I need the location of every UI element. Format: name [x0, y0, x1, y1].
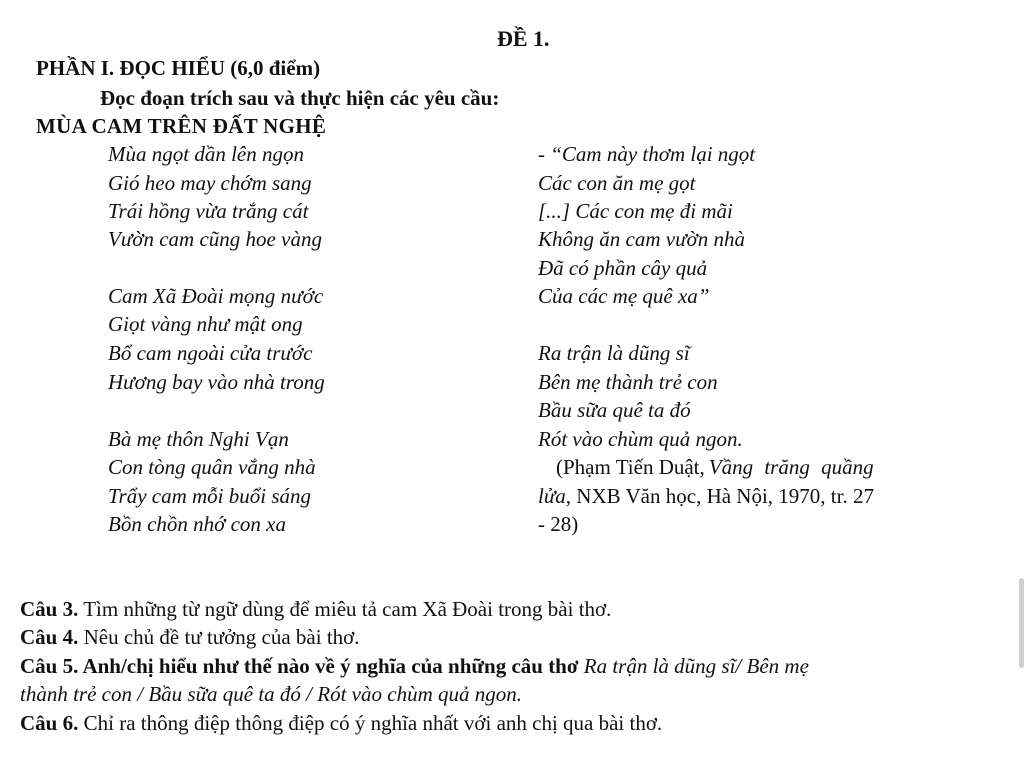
section-heading: PHẦN I. ĐỌC HIỂU (6,0 điểm): [36, 56, 321, 80]
poem-line: Cam Xã Đoài mọng nước: [108, 284, 324, 308]
poem-line: Trái hồng vừa trắng cát: [108, 199, 309, 223]
poem-title: MÙA CAM TRÊN ĐẤT NGHỆ: [36, 114, 327, 138]
poem-line: Bồn chồn nhớ con xa: [108, 512, 286, 536]
question-5: [20, 654, 809, 679]
question-3: [20, 597, 611, 622]
poem-line: [...] Các con mẹ đi mãi: [538, 199, 733, 223]
source-citation-line2: [538, 484, 874, 509]
poem-line: - “Cam này thơm lại ngọt: [538, 142, 756, 166]
poem-line: Bầu sữa quê ta đó: [538, 398, 691, 422]
poem-line: Của các mẹ quê xa”: [538, 284, 710, 308]
question-4: [20, 625, 360, 650]
question-label: Câu 6.: [20, 711, 79, 735]
question-text: Anh/chị hiểu như thế nào về ý nghĩa của những câu thơ: [78, 654, 584, 678]
poem-line: Gió heo may chớm sang: [108, 171, 312, 195]
poem-line: Trẩy cam mỗi buổi sáng: [108, 484, 312, 508]
scrollbar[interactable]: [1019, 578, 1024, 668]
poem-line: Giọt vàng như mật ong: [108, 312, 303, 336]
poem-line: Ra trận là dũng sĩ: [538, 341, 690, 365]
question-label: Câu 4.: [20, 625, 79, 649]
poem-line: Hương bay vào nhà trong: [108, 370, 325, 394]
source-prefix: (Phạm Tiến Duật,: [556, 455, 705, 479]
question-5-continued: thành trẻ con / Bầu sữa quê ta đó / Rót vào chùm quả ngon.: [20, 682, 522, 706]
exam-title: ĐỀ 1.: [497, 26, 550, 51]
poem-line: Các con ăn mẹ gọt: [538, 171, 696, 195]
source-publisher: , NXB Văn học, Hà Nội, 1970, tr. 27: [565, 484, 874, 508]
question-quote: Ra trận là dũng sĩ/ Bên mẹ: [583, 654, 809, 678]
source-book-title: Vầng trăng quầng: [708, 455, 874, 479]
poem-line: Không ăn cam vườn nhà: [538, 227, 745, 251]
instruction-text: Đọc đoạn trích sau và thực hiện các yêu cầu:: [100, 86, 500, 110]
question-label: Câu 3.: [20, 597, 79, 621]
poem-line: Bà mẹ thôn Nghi Vạn: [108, 427, 289, 451]
source-book-title-cont: lửa: [538, 484, 566, 508]
question-label: Câu 5.: [20, 654, 79, 678]
question-text: Tìm những từ ngữ dùng để miêu tả cam Xã Đoài trong bài thơ.: [78, 597, 612, 621]
poem-line: Mùa ngọt dần lên ngọn: [108, 142, 304, 166]
poem-line: Đã có phần cây quả: [538, 256, 708, 280]
source-pages: - 28): [538, 512, 579, 536]
poem-line: Bên mẹ thành trẻ con: [538, 370, 718, 394]
question-text: Nêu chủ đề tư tưởng của bài thơ.: [78, 625, 360, 649]
question-text: Chỉ ra thông điệp thông điệp có ý nghĩa nhất với anh chị qua bài thơ.: [78, 711, 663, 735]
poem-line: Con tòng quân vắng nhà: [108, 455, 316, 479]
poem-line: Bổ cam ngoài cửa trước: [108, 341, 313, 365]
poem-line: Vườn cam cũng hoe vàng: [108, 227, 322, 251]
question-6: [20, 711, 662, 736]
poem-line: Rót vào chùm quả ngon.: [538, 427, 743, 451]
source-citation-line1: [556, 455, 950, 480]
